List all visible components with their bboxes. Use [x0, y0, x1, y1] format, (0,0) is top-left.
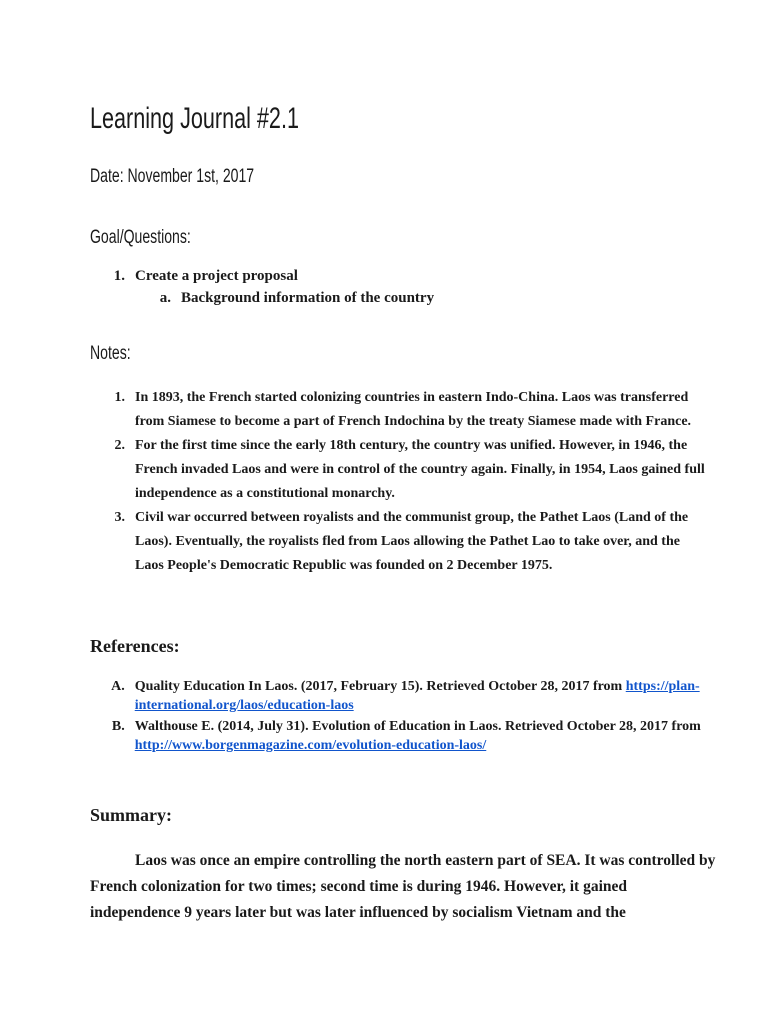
- goal-list: [90, 265, 710, 309]
- reference-text-wrap: [135, 677, 710, 715]
- note-item: [90, 506, 710, 578]
- notes-heading: Notes:: [90, 343, 131, 364]
- note-item: [90, 386, 710, 434]
- reference-prefix: from: [671, 719, 701, 734]
- notes-list: [90, 386, 710, 578]
- journal-date: Date: November 1st, 2017: [90, 166, 255, 187]
- goal-text: Create a project proposal: [135, 268, 298, 284]
- summary-heading: Summary:: [90, 805, 172, 825]
- list-number: 1.: [114, 390, 125, 405]
- list-number: 3.: [114, 510, 125, 525]
- goal-subtext: Background information of the country: [181, 290, 435, 306]
- reference-text: Walthouse E. (2014, July 31). Evolution of Education in Laos. Retrieved October 28, 2017: [134, 719, 669, 734]
- note-text: Civil war occurred between royalists and the communist group, the Pathet Laos (Land of the Laos). Eventually, the royalists fled from Laos allowing the Pathet Lao to take over, and the Laos People's Democratic Republic was founded on 2 December 1975.: [135, 510, 689, 573]
- summary-paragraph: Laos was once an empire controlling the north eastern part of SEA. It was controlled by French colonization for two times; second time is during 1946. However, it gained independence 9 years later but was later influenced by socialism Vietnam and the: [90, 852, 716, 921]
- reference-item: [90, 677, 710, 715]
- reference-text: Quality Education In Laos. (2017, February 15). Retrieved October 28, 2017 from: [134, 679, 623, 694]
- document-title: Learning Journal #2.1: [90, 102, 299, 135]
- list-number: 2.: [114, 438, 125, 453]
- reference-link[interactable]: http://www.borgenmagazine.com/evolution-education-laos/: [134, 738, 487, 753]
- goal-heading: Goal/Questions:: [90, 227, 191, 248]
- reference-link[interactable]: https://plan-international.org/laos/education-laos: [134, 679, 700, 713]
- goal-subitem: [90, 287, 710, 309]
- list-letter: a.: [159, 290, 171, 306]
- list-letter: B.: [111, 719, 125, 734]
- references-list: [90, 677, 710, 757]
- reference-item: [90, 717, 710, 755]
- references-heading: References:: [90, 636, 180, 656]
- note-item: [90, 434, 710, 506]
- note-text: In 1893, the French started colonizing countries in eastern Indo-China. Laos was transferred from Siamese to become a part of French Indochina by the treaty Siamese made with France.: [135, 390, 692, 429]
- goal-item: [90, 265, 710, 287]
- note-text: For the first time since the early 18th century, the country was unified. However, in 1946, the French invaded Laos and were in control of the country again. Finally, in 1954, Laos gained full independence as a constitutional monarchy.: [135, 438, 705, 501]
- reference-text-wrap: [135, 717, 710, 755]
- list-number: 1.: [113, 268, 125, 284]
- list-letter: A.: [111, 679, 125, 694]
